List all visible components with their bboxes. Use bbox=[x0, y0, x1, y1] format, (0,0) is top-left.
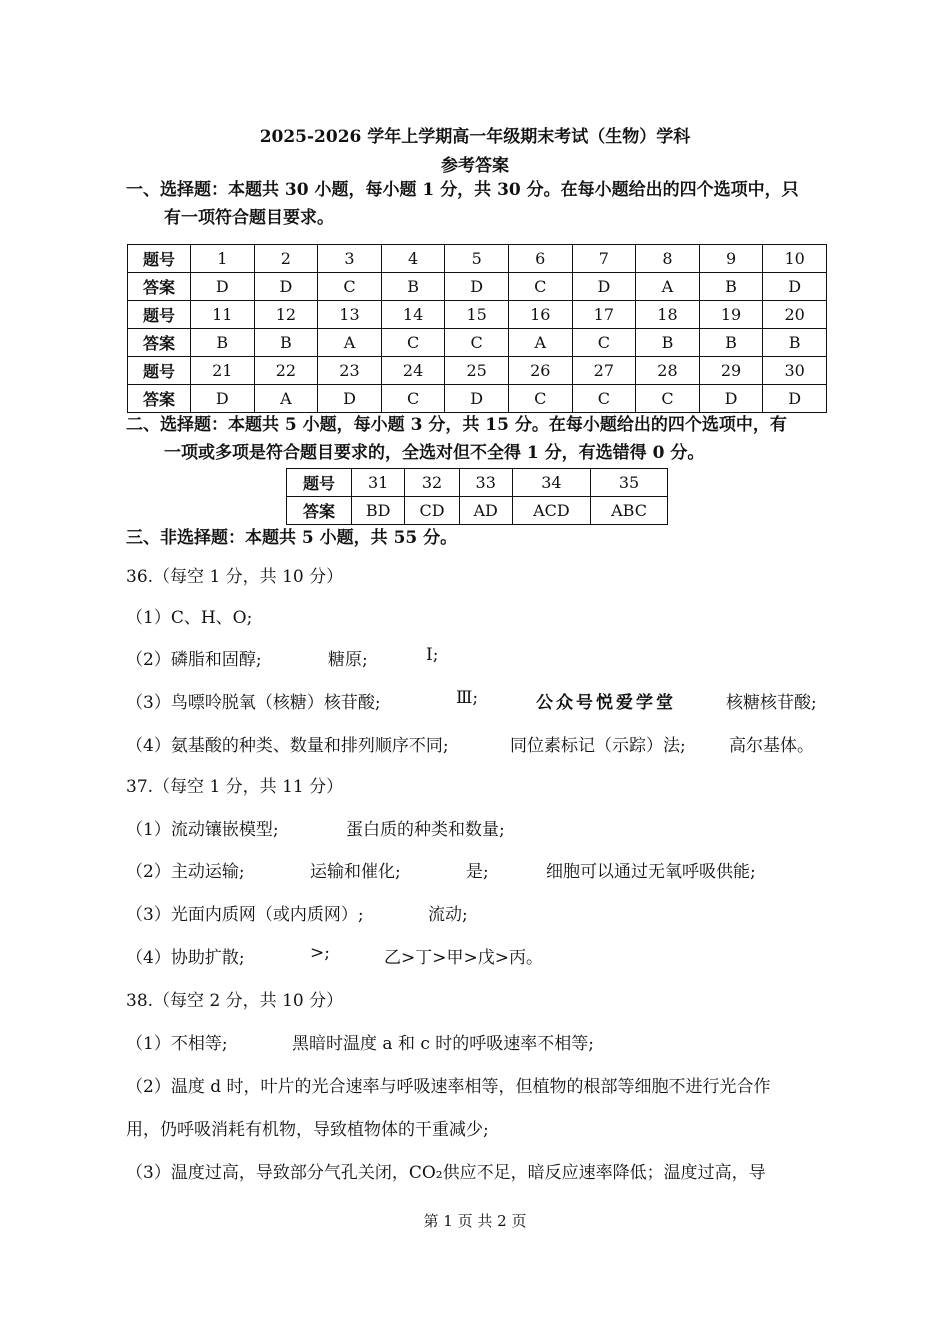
answer-text: Ⅲ; bbox=[456, 688, 479, 708]
table-cell: 4 bbox=[381, 245, 445, 273]
answer-text: >; bbox=[310, 943, 330, 963]
table-cell: 2 bbox=[254, 245, 318, 273]
table-cell: 16 bbox=[508, 301, 572, 329]
table-row bbox=[128, 357, 827, 385]
table-cell: B bbox=[699, 273, 763, 301]
table-row bbox=[287, 497, 668, 525]
table-cell: 17 bbox=[572, 301, 636, 329]
answer-text: （4）氨基酸的种类、数量和排列顺序不同; bbox=[126, 736, 449, 756]
answer-text: I; bbox=[426, 645, 439, 665]
table-cell: ACD bbox=[512, 497, 590, 525]
section1-heading-line2: 有一项符合题目要求。 bbox=[164, 208, 334, 228]
table-cell: D bbox=[318, 385, 382, 413]
table-cell: 12 bbox=[254, 301, 318, 329]
table-cell: D bbox=[254, 273, 318, 301]
table-cell: 27 bbox=[572, 357, 636, 385]
table-cell: B bbox=[699, 329, 763, 357]
answer-text: 乙>丁>甲>戊>丙。 bbox=[384, 948, 543, 968]
table-cell: A bbox=[254, 385, 318, 413]
answer-text: （2）主动运输; bbox=[126, 862, 245, 882]
table-cell: A bbox=[636, 273, 700, 301]
watermark-text: 公众号悦爱学堂 bbox=[536, 693, 676, 713]
document-subtitle: 参考答案 bbox=[441, 156, 509, 176]
table-cell: 6 bbox=[508, 245, 572, 273]
answer-text: 蛋白质的种类和数量; bbox=[346, 820, 505, 840]
answer-text: （3）鸟嘌呤脱氧（核糖）核苷酸; bbox=[126, 693, 381, 713]
table-cell: C bbox=[318, 273, 382, 301]
table-cell: 33 bbox=[459, 469, 512, 497]
table-cell: D bbox=[763, 273, 827, 301]
table-cell: 20 bbox=[763, 301, 827, 329]
table-cell: 29 bbox=[699, 357, 763, 385]
table-cell: 答案 bbox=[128, 385, 191, 413]
answer-text: 核糖核苷酸; bbox=[726, 693, 817, 713]
table-cell: 15 bbox=[445, 301, 509, 329]
table-cell: 21 bbox=[191, 357, 255, 385]
table-row bbox=[128, 273, 827, 301]
table-cell: B bbox=[636, 329, 700, 357]
q38-line3: （3）温度过高，导致部分气孔关闭，CO₂供应不足，暗反应速率降低；温度过高，导 bbox=[126, 1163, 766, 1183]
table-cell: 28 bbox=[636, 357, 700, 385]
table-cell: 14 bbox=[381, 301, 445, 329]
section2-heading-line2: 一项或多项是符合题目要求的，全选对但不全得 1 分，有选错得 0 分。 bbox=[164, 443, 705, 463]
q38-line2: （2）温度 d 时，叶片的光合速率与呼吸速率相等，但植物的根部等细胞不进行光合作 bbox=[126, 1077, 771, 1097]
table-cell: 答案 bbox=[287, 497, 352, 525]
table-cell: C bbox=[636, 385, 700, 413]
q37-head: 37.（每空 1 分，共 11 分） bbox=[126, 777, 344, 797]
table-cell: 题号 bbox=[287, 469, 352, 497]
table-cell: D bbox=[191, 385, 255, 413]
table-cell: CD bbox=[405, 497, 459, 525]
section1-answer-table bbox=[127, 244, 827, 413]
answer-text: 同位素标记（示踪）法; bbox=[510, 736, 686, 756]
table-cell: D bbox=[699, 385, 763, 413]
table-cell: C bbox=[381, 329, 445, 357]
table-cell: 19 bbox=[699, 301, 763, 329]
table-cell: C bbox=[381, 385, 445, 413]
table-cell: 5 bbox=[445, 245, 509, 273]
section1-heading bbox=[126, 176, 836, 232]
table-cell: 3 bbox=[318, 245, 382, 273]
answer-text: 流动; bbox=[428, 905, 468, 925]
answer-text: 细胞可以通过无氧呼吸供能; bbox=[546, 862, 756, 882]
table-cell: A bbox=[318, 329, 382, 357]
table-cell: C bbox=[572, 329, 636, 357]
table-cell: C bbox=[508, 385, 572, 413]
answer-text: （1）流动镶嵌模型; bbox=[126, 820, 279, 840]
section2-heading bbox=[126, 411, 836, 467]
answer-text: 是; bbox=[466, 862, 489, 882]
table-cell: B bbox=[763, 329, 827, 357]
answer-text: （2）磷脂和固醇; bbox=[126, 650, 262, 670]
table-cell: 34 bbox=[512, 469, 590, 497]
table-row bbox=[128, 245, 827, 273]
table-cell: BD bbox=[352, 497, 405, 525]
answer-text: 高尔基体。 bbox=[729, 736, 814, 756]
table-cell: 26 bbox=[508, 357, 572, 385]
table-cell: ABC bbox=[591, 497, 668, 525]
table-cell: 18 bbox=[636, 301, 700, 329]
answer-text: （1）不相等; bbox=[126, 1034, 228, 1054]
table-cell: 题号 bbox=[128, 357, 191, 385]
answer-text: 运输和催化; bbox=[310, 862, 401, 882]
table-cell: D bbox=[445, 273, 509, 301]
table-cell: 23 bbox=[318, 357, 382, 385]
table-row bbox=[128, 329, 827, 357]
section2-heading-line1: 二、选择题：本题共 5 小题，每小题 3 分，共 15 分。在每小题给出的四个选项中，有 bbox=[126, 415, 787, 435]
q38-line2-cont: 用，仍呼吸消耗有机物，导致植物体的干重减少; bbox=[126, 1120, 489, 1140]
table-cell: A bbox=[508, 329, 572, 357]
table-cell: 8 bbox=[636, 245, 700, 273]
answer-text: （4）协助扩散; bbox=[126, 948, 245, 968]
q38-head: 38.（每空 2 分，共 10 分） bbox=[126, 991, 344, 1011]
q36-line1: （1）C、H、O; bbox=[126, 608, 253, 628]
table-cell: 答案 bbox=[128, 273, 191, 301]
q36-head: 36.（每空 1 分，共 10 分） bbox=[126, 567, 344, 587]
table-cell: AD bbox=[459, 497, 512, 525]
table-cell: 32 bbox=[405, 469, 459, 497]
table-cell: C bbox=[572, 385, 636, 413]
table-cell: 31 bbox=[352, 469, 405, 497]
table-cell: B bbox=[191, 329, 255, 357]
answer-text: （3）光面内质网（或内质网）; bbox=[126, 905, 364, 925]
table-cell: 9 bbox=[699, 245, 763, 273]
table-cell: 1 bbox=[191, 245, 255, 273]
table-cell: 24 bbox=[381, 357, 445, 385]
table-cell: 22 bbox=[254, 357, 318, 385]
table-cell: D bbox=[763, 385, 827, 413]
table-cell: 10 bbox=[763, 245, 827, 273]
table-cell: 30 bbox=[763, 357, 827, 385]
section2-answer-table bbox=[286, 468, 668, 525]
table-cell: 题号 bbox=[128, 301, 191, 329]
table-cell: 7 bbox=[572, 245, 636, 273]
table-cell: D bbox=[572, 273, 636, 301]
table-row bbox=[128, 385, 827, 413]
document-title: 2025-2026 学年上学期高一年级期末考试（生物）学科 bbox=[259, 127, 691, 147]
table-cell: D bbox=[191, 273, 255, 301]
section3-heading: 三、非选择题：本题共 5 小题，共 55 分。 bbox=[126, 528, 458, 548]
answer-text: 黑暗时温度 a 和 c 时的呼吸速率不相等; bbox=[292, 1034, 594, 1054]
table-cell: 11 bbox=[191, 301, 255, 329]
table-cell: B bbox=[381, 273, 445, 301]
table-row bbox=[287, 469, 668, 497]
table-row bbox=[128, 301, 827, 329]
table-cell: 35 bbox=[591, 469, 668, 497]
answer-text: 糖原; bbox=[328, 650, 368, 670]
table-cell: 25 bbox=[445, 357, 509, 385]
table-cell: C bbox=[508, 273, 572, 301]
table-cell: C bbox=[445, 329, 509, 357]
section1-heading-line1: 一、选择题：本题共 30 小题，每小题 1 分，共 30 分。在每小题给出的四个选项中，只 bbox=[126, 180, 799, 200]
table-cell: 13 bbox=[318, 301, 382, 329]
page-footer: 第 1 页 共 2 页 bbox=[423, 1212, 527, 1230]
table-cell: B bbox=[254, 329, 318, 357]
table-cell: 答案 bbox=[128, 329, 191, 357]
table-cell: 题号 bbox=[128, 245, 191, 273]
table-cell: D bbox=[445, 385, 509, 413]
